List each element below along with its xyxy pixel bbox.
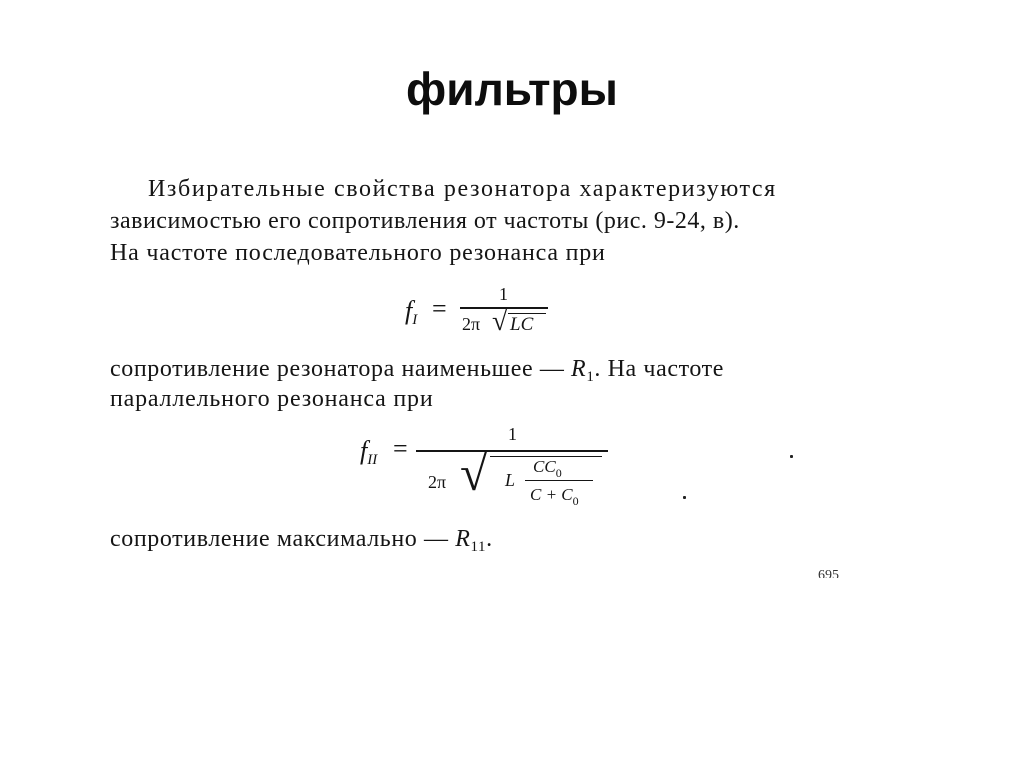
text-line-6 xyxy=(110,526,493,556)
scan-speck xyxy=(683,496,686,499)
formula2-numerator: 1 xyxy=(508,424,517,444)
symbol-r1-sub: 1 xyxy=(586,369,595,385)
text-line-6-tail: . xyxy=(486,526,493,552)
text-line-1: Избирательные свойства резонатора характеризуются xyxy=(148,176,777,202)
text-line-2: зависимостью его сопротивления от частоты (рис. 9-24, в). xyxy=(110,208,740,234)
formula2-inner-denominator xyxy=(530,485,579,509)
symbol-r1-letter: R xyxy=(571,356,587,382)
text-line-4 xyxy=(110,356,724,386)
formula1-denominator-coef: 2π xyxy=(462,314,481,334)
scan-speck xyxy=(790,455,793,458)
formula2-inner-numerator-sub: 0 xyxy=(555,466,562,480)
formula1-numerator: 1 xyxy=(499,284,508,304)
symbol-r11 xyxy=(455,526,487,555)
formula2-inner-denominator-text: C + C xyxy=(530,485,573,504)
formula2-inner-numerator xyxy=(533,457,562,481)
page-number-fragment xyxy=(818,570,852,578)
formula2-inner-denominator-sub: 0 xyxy=(572,494,579,508)
text-line-3: На частоте последовательного резонанса при xyxy=(110,240,606,266)
text-line-5: параллельного резонанса при xyxy=(110,386,434,412)
formula1-radical: √ xyxy=(492,306,508,337)
formula2-lhs: f xyxy=(360,436,368,465)
formula2-fraction-bar xyxy=(416,450,608,452)
slide-title: фильтры xyxy=(406,63,618,115)
formula2-equals: = xyxy=(393,434,408,463)
formula1-radicand: LC xyxy=(510,314,534,335)
symbol-r11-letter: R xyxy=(455,526,471,552)
formula2-inner-numerator-text: CC xyxy=(533,457,556,476)
formula2-lhs-sub: II xyxy=(367,452,378,468)
text-line-4-tail: . На частоте xyxy=(594,356,724,382)
symbol-r11-sub: 11 xyxy=(470,539,487,555)
text-line-4-text: сопротивление резонатора наименьшее — xyxy=(110,356,572,382)
formula1-lhs-sub: I xyxy=(412,312,418,328)
formula1-lhs: f xyxy=(405,296,413,325)
formula2-inner-fraction-bar xyxy=(525,480,593,481)
formula1-equals: = xyxy=(432,294,447,323)
symbol-r1 xyxy=(571,356,595,385)
formula2-L: L xyxy=(505,470,516,490)
text-line-6-text: сопротивление максимально — xyxy=(110,526,456,552)
formula2-radical: √ xyxy=(460,445,488,501)
formula2-denominator-coef: 2π xyxy=(428,472,447,492)
page-number-fragment-text: 695 xyxy=(818,570,839,578)
